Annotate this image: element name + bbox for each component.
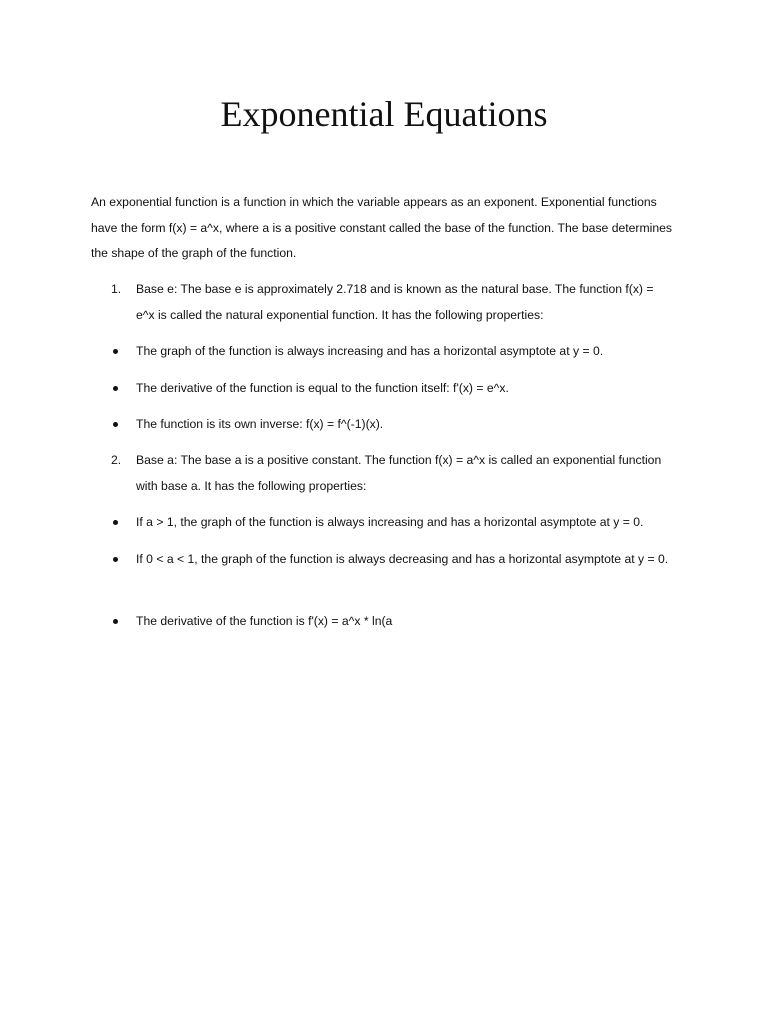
bullet-icon (113, 349, 118, 354)
list-item-text: Base a: The base a is a positive constant. The function f(x) = a^x is called an exponential function with base a. It has the following properties: (136, 453, 662, 493)
list-item-text: If 0 < a < 1, the graph of the function is always decreasing and has a horizontal asymptote at y = 0. (136, 552, 669, 566)
page-title: Exponential Equations (220, 94, 548, 134)
bullet-icon (113, 557, 118, 562)
list-item-text: Base e: The base e is approximately 2.718 and is known as the natural base. The function f(x) = e^x is called the natural exponential function. It has the following properties: (136, 282, 654, 322)
bullet-icon (113, 422, 118, 427)
list-item-text: The derivative of the function is f'(x) = a^x * ln(a (136, 614, 393, 628)
list-item-text: The derivative of the function is equal to the function itself: f'(x) = e^x. (136, 381, 509, 395)
intro-paragraph: An exponential function is a function in which the variable appears as an exponent. Exponential functions have the form f(x) = a^x, where a is a positive constant called the base of the function. The base determines the shape of the graph of the function. (91, 195, 672, 260)
list-item-text: If a > 1, the graph of the function is always increasing and has a horizontal asymptote at y = 0. (136, 515, 644, 529)
bullet-icon (113, 520, 118, 525)
list-number: 1. (111, 282, 122, 296)
list-item-text: The graph of the function is always increasing and has a horizontal asymptote at y = 0. (136, 344, 604, 358)
bullet-icon (113, 619, 118, 624)
list-number: 2. (111, 453, 122, 467)
bullet-icon (113, 386, 118, 391)
list-item-text: The function is its own inverse: f(x) = f^(-1)(x). (136, 417, 384, 431)
